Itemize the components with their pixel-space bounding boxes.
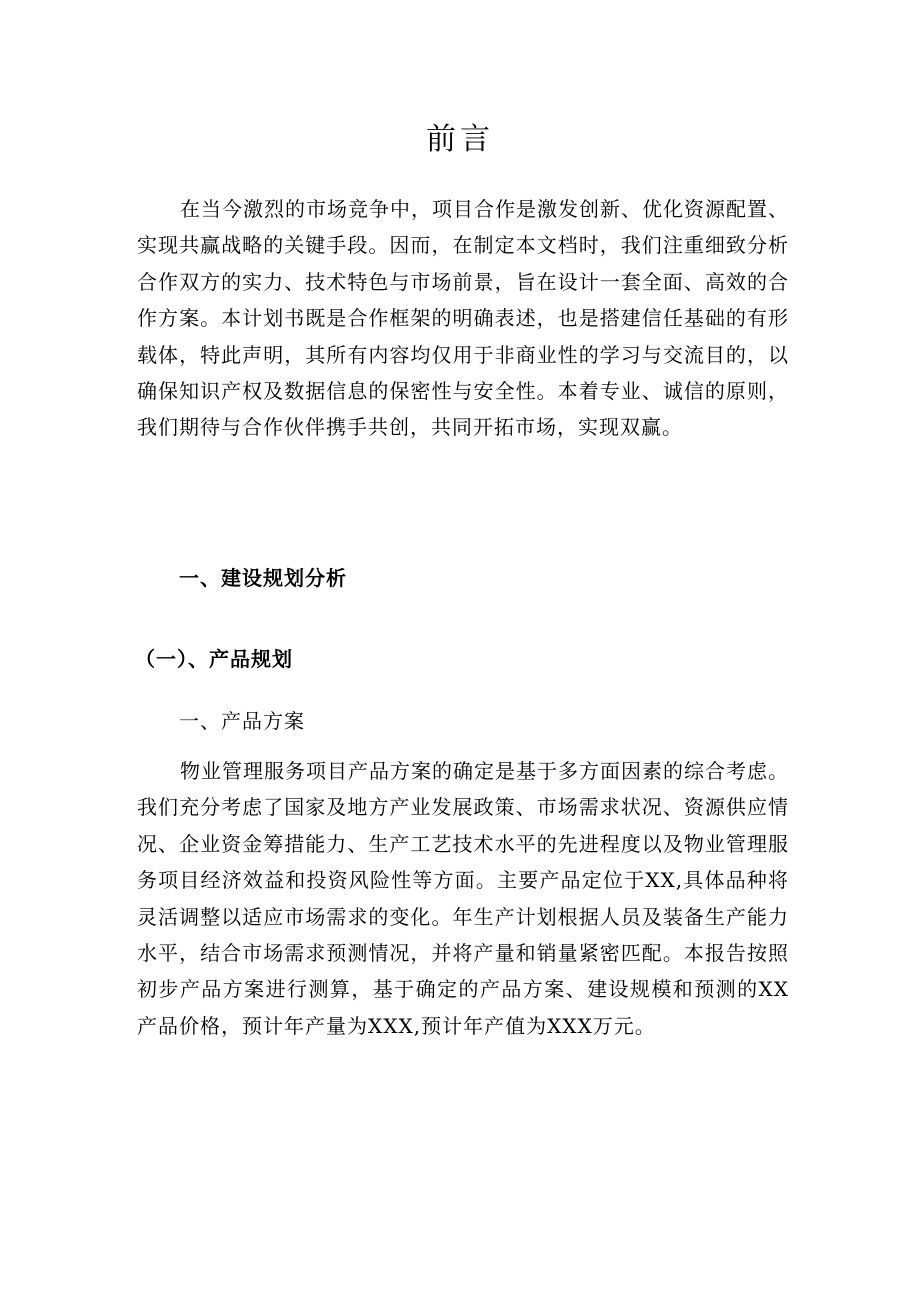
product-plan-paragraph: 物业管理服务项目产品方案的确定是基于多方面因素的综合考虑。我们充分考虑了国家及地方产业发展政策、市场需求状况、资源供应情况、企业资金筹措能力、生产工艺技术水平的先进程度以及物业管理服务项目经济效益和投资风险性等方面。主要产品定位于XX,具体品种将灵活调整以适应市场需求的变化。年生产计划根据人员及装备生产能力水平，结合市场需求预测情况，并将产量和销量紧密匹配。本报告按照初步产品方案进行测算，基于确定的产品方案、建设规模和预测的XX产品价格，预计年产量为XXX,预计年产值为XXX万元。 <box>137 759 789 1038</box>
section-heading: 一、建设规划分析 <box>179 566 347 590</box>
subsubsection-heading: 一、产品方案 <box>179 709 305 733</box>
subsection-heading: （一）、产品规划 <box>135 647 293 671</box>
preface-paragraph: 在当今激烈的市场竞争中，项目合作是激发创新、优化资源配置、实现共赢战略的关键手段。因而，在制定本文档时，我们注重细致分析合作双方的实力、技术特色与市场前景，旨在设计一套全面、高效的合作方案。本计划书既是合作框架的明确表述，也是搭建信任基础的有形载体，特此声明，其所有内容均仅用于非商业性的学习与交流目的，以确保知识产权及数据信息的保密性与安全性。本着专业、诚信的原则，我们期待与合作伙伴携手共创，共同开拓市场，实现双赢。 <box>137 197 789 440</box>
page-title: 前言 <box>426 122 494 157</box>
